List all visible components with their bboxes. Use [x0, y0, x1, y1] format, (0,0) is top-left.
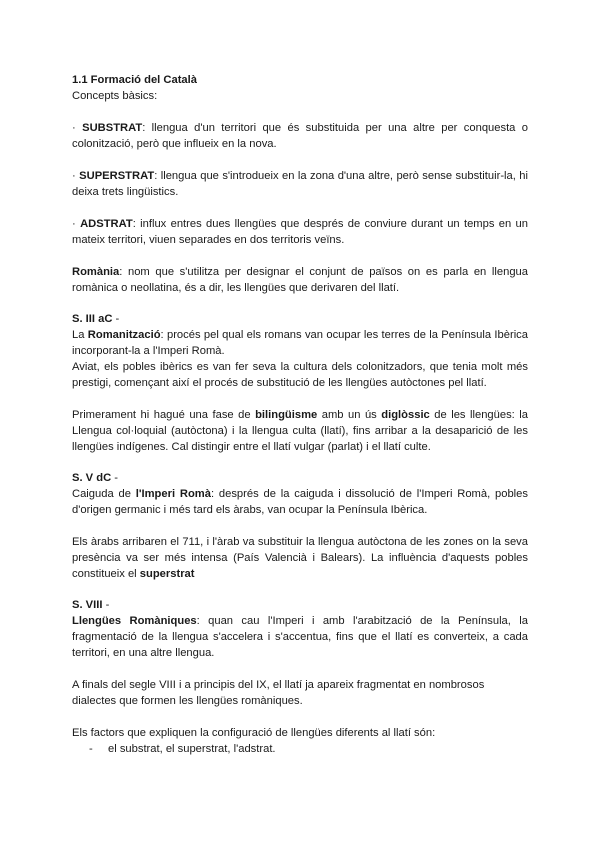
list-item: - el substrat, el superstrat, l'adstrat.: [89, 743, 276, 755]
concept-superstrat: · SUPERSTRAT: llengua que s'introdueix en la zona d'una altre, però sense substituir-la, hi deixa trets lingüistics.: [72, 170, 528, 198]
romania-definition: Romània: nom que s'utilitza per designar el conjunt de països on es parla en llengua romànica o neollatina, és a dir, les llengües que derivaren del llatí.: [72, 266, 528, 294]
section-8-paragraph-1: Llengües Romàniques: quan cau l'Imperi i amb l'arabització de la Península, la fragmentació de la llengua s'accelera i s'accentua, fins que el llatí es converteix, a cada territori, en una altre llengua.: [72, 615, 528, 659]
factors-list: [72, 741, 528, 757]
concept-substrat: · SUBSTRAT: llengua d'un territori que és substituida per una altre per conquesta o colonització, però que influeix en la nova.: [72, 122, 528, 150]
section-3-heading: S. III aC -: [72, 313, 120, 325]
section-5-paragraph-1: Caiguda de l'Imperi Romà: després de la caiguda i dissolució de l'Imperi Romà, pobles d'origen germanic i més tard els àrabs, van ocupar la Península Ibèrica.: [72, 488, 528, 516]
section-8-heading: S. VIII -: [72, 599, 110, 611]
concept-term: ADSTRAT: [80, 218, 133, 230]
concept-adstrat: · ADSTRAT: influx entres dues llengües que després de conviure durant un temps en un mateix territori, viuen separades en dos territoris veïns.: [72, 218, 528, 246]
concept-term: SUPERSTRAT: [79, 170, 155, 182]
section-3-paragraph-3: Primerament hi hagué una fase de bilingüisme amb un ús diglòssic de les llengües: la Llengua col·loquial (autòctona) i la llengua culta (llatí), fins arribar a la desaparició de les llengües indígenes. Cal distingir entre el llatí vulgar (parlat) i el llatí culte.: [72, 409, 528, 453]
document-subtitle: Concepts bàsics:: [72, 90, 158, 102]
section-3-paragraph-2: Aviat, els pobles ibèrics es van fer seva la cultura dels colonitzadors, que tenia molt més prestigi, començant així el procés de substitució de les llengües autòctones pel llatí.: [72, 361, 528, 389]
document-title: 1.1 Formació del Català: [72, 74, 197, 86]
romania-term: Romània: [72, 266, 120, 278]
section-5-heading: S. V dC -: [72, 472, 119, 484]
section-3-romanitzacio: La Romanització: procés pel qual els romans van ocupar les terres de la Península Ibèrica incorporant-la a l'Imperi Romà.: [72, 329, 528, 357]
section-8-paragraph-2: A finals del segle VIII i a principis del IX, el llatí ja apareix fragmentat en nombrosos dialectes que formen les llengües romàniques.: [72, 679, 485, 707]
section-8-paragraph-3: Els factors que expliquen la configuració de llengües diferents al llatí són:: [72, 727, 436, 739]
concept-term: SUBSTRAT: [82, 122, 143, 134]
section-5-paragraph-2: Els àrabs arribaren el 711, i l'àrab va substituir la llengua autòctona de les zones on la seva presència va ser més intensa (País Valencià i Balears). La influència d'aquests pobles constitueix el superstrat: [72, 536, 528, 580]
